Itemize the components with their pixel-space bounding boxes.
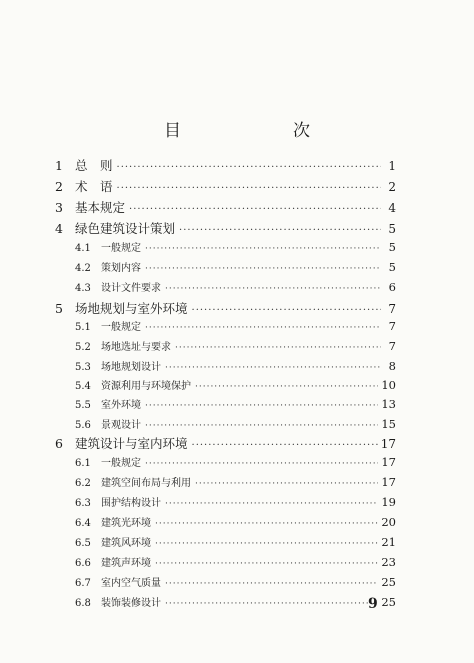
toc-entry-page: 7	[388, 339, 396, 353]
toc-entry-title: 建筑空间布局与利用	[101, 478, 191, 489]
toc-dot-leader	[117, 183, 381, 194]
toc-dot-leader	[195, 479, 378, 489]
toc-entry-page: 15	[381, 417, 396, 431]
toc-entry-title: 景观设计	[101, 420, 141, 431]
toc-entry-number: 4.3	[75, 283, 91, 294]
toc-entry-title: 建筑风环境	[101, 538, 151, 549]
toc-section-row	[75, 416, 396, 431]
toc-entry-number: 4.2	[75, 263, 91, 274]
toc-dot-leader	[165, 284, 381, 294]
toc-section-row	[75, 574, 396, 589]
toc-entry-number: 5.1	[75, 322, 91, 333]
toc-chapter-row	[55, 156, 396, 174]
toc-entry-number: 6.4	[75, 518, 91, 529]
toc-entry-title: 设计文件要求	[101, 283, 161, 294]
toc-dot-leader	[155, 559, 378, 569]
toc-entry-title: 策划内容	[101, 263, 141, 274]
toc-entry-title: 室外环境	[101, 400, 141, 411]
toc-entry-page: 8	[388, 359, 396, 373]
toc-entry-number: 6.5	[75, 538, 91, 549]
toc-dot-leader	[165, 499, 378, 509]
toc-entry-number: 6.3	[75, 498, 91, 509]
page-number: 9	[368, 596, 378, 612]
toc-entry-page: 17	[381, 475, 396, 489]
toc-dot-leader	[145, 264, 381, 274]
toc-dot-leader	[165, 579, 378, 589]
toc-dot-leader	[145, 323, 381, 333]
toc-dot-leader	[165, 599, 378, 609]
toc-entry-title: 装饰装修设计	[101, 598, 161, 609]
toc-entry-number: 6.8	[75, 598, 91, 609]
toc-entry-page: 5	[388, 260, 396, 274]
toc-entry-number: 5.6	[75, 420, 91, 431]
toc-section-row	[75, 239, 396, 254]
toc-entry-page: 2	[388, 180, 396, 194]
toc-entry-page: 7	[388, 319, 396, 333]
toc-entry-page: 5	[388, 222, 396, 236]
toc-dot-leader	[192, 440, 378, 451]
toc-entry-number: 5.4	[75, 381, 91, 392]
toc-entry-number: 4.1	[75, 243, 91, 254]
toc-dot-leader	[192, 305, 381, 316]
page-title: 目 次	[164, 121, 336, 141]
toc-entry-page: 13	[381, 397, 396, 411]
toc-entry-number: 3	[55, 200, 63, 215]
toc-entry-number: 5	[55, 301, 63, 316]
toc-section-row	[75, 377, 396, 392]
toc-entry-number: 6.7	[75, 578, 91, 589]
toc-entry-page: 25	[381, 575, 396, 589]
toc-entry-number: 6.1	[75, 458, 91, 469]
toc-entry-title: 围护结构设计	[101, 498, 161, 509]
toc-entry-title: 场地规划设计	[101, 362, 161, 373]
toc-entry-number: 6	[55, 436, 63, 451]
toc-entry-page: 17	[380, 437, 396, 451]
toc-entry-number: 4	[55, 221, 63, 236]
toc-dot-leader	[129, 204, 381, 215]
toc-entry-number: 5.5	[75, 400, 91, 411]
toc-section-row	[75, 338, 396, 353]
toc-dot-leader	[165, 363, 381, 373]
toc-chapter-row	[55, 198, 396, 216]
toc-entry-title: 资源利用与环境保护	[101, 381, 191, 392]
toc-entry-page: 4	[388, 201, 396, 215]
toc-entry-page: 21	[381, 535, 396, 549]
toc-entry-title: 建筑设计与室内环境	[75, 436, 188, 451]
toc-entry-title: 建筑声环境	[101, 558, 151, 569]
toc-entry-title: 绿色建筑设计策划	[75, 221, 176, 236]
toc-section-row	[75, 454, 396, 469]
toc-dot-leader	[155, 539, 378, 549]
toc-entry-title: 建筑光环境	[101, 518, 151, 529]
toc-section-row	[75, 259, 396, 274]
toc-section-row	[75, 279, 396, 294]
toc-entry-page: 7	[388, 302, 396, 316]
toc-entry-title: 场地选址与要求	[101, 342, 171, 353]
toc-section-row	[75, 396, 396, 411]
toc-section-row	[75, 358, 396, 373]
toc-entry-page: 10	[381, 378, 396, 392]
toc-entry-page: 5	[388, 240, 396, 254]
toc-entry-title: 基本规定	[75, 200, 126, 215]
toc-entry-page: 23	[381, 555, 396, 569]
toc-dot-leader	[145, 421, 378, 431]
toc-dot-leader	[117, 162, 381, 173]
toc-entry-page: 17	[381, 455, 396, 469]
toc-entry-title: 总 则	[75, 158, 113, 173]
toc-dot-leader	[145, 244, 381, 254]
toc-entry-title: 一般规定	[101, 458, 141, 469]
toc-dot-leader	[195, 382, 378, 392]
toc-section-row	[75, 318, 396, 333]
toc-entry-page: 1	[388, 159, 396, 173]
toc-entry-page: 20	[381, 515, 396, 529]
toc-entry-page: 25	[381, 595, 396, 609]
toc-entry-number: 5.3	[75, 362, 91, 373]
toc-entry-number: 1	[55, 158, 63, 173]
toc-dot-leader	[145, 459, 378, 469]
toc-entry-page: 19	[381, 495, 396, 509]
toc-entry-number: 5.2	[75, 342, 91, 353]
toc-entry-title: 术 语	[75, 179, 113, 194]
toc-entry-title: 室内空气质量	[101, 578, 161, 589]
toc-entry-page: 6	[388, 280, 396, 294]
toc-section-row	[75, 494, 396, 509]
toc-chapter-row	[55, 434, 396, 452]
toc-entry-title: 场地规划与室外环境	[75, 301, 188, 316]
toc-dot-leader	[145, 401, 378, 411]
toc-entry-number: 2	[55, 179, 63, 194]
toc-chapter-row	[55, 299, 396, 317]
toc-section-row	[75, 554, 396, 569]
toc-section-row	[75, 474, 396, 489]
toc-chapter-row	[55, 219, 396, 237]
toc-entry-title: 一般规定	[101, 322, 141, 333]
toc-dot-leader	[175, 343, 381, 353]
toc-entry-number: 6.6	[75, 558, 91, 569]
toc-section-row	[75, 514, 396, 529]
toc-dot-leader	[179, 225, 381, 236]
toc-entry-number: 6.2	[75, 478, 91, 489]
toc-chapter-row	[55, 177, 396, 195]
toc-dot-leader	[155, 519, 378, 529]
toc-section-row	[75, 534, 396, 549]
toc-entry-title: 一般规定	[101, 243, 141, 254]
toc-section-row	[75, 594, 396, 609]
